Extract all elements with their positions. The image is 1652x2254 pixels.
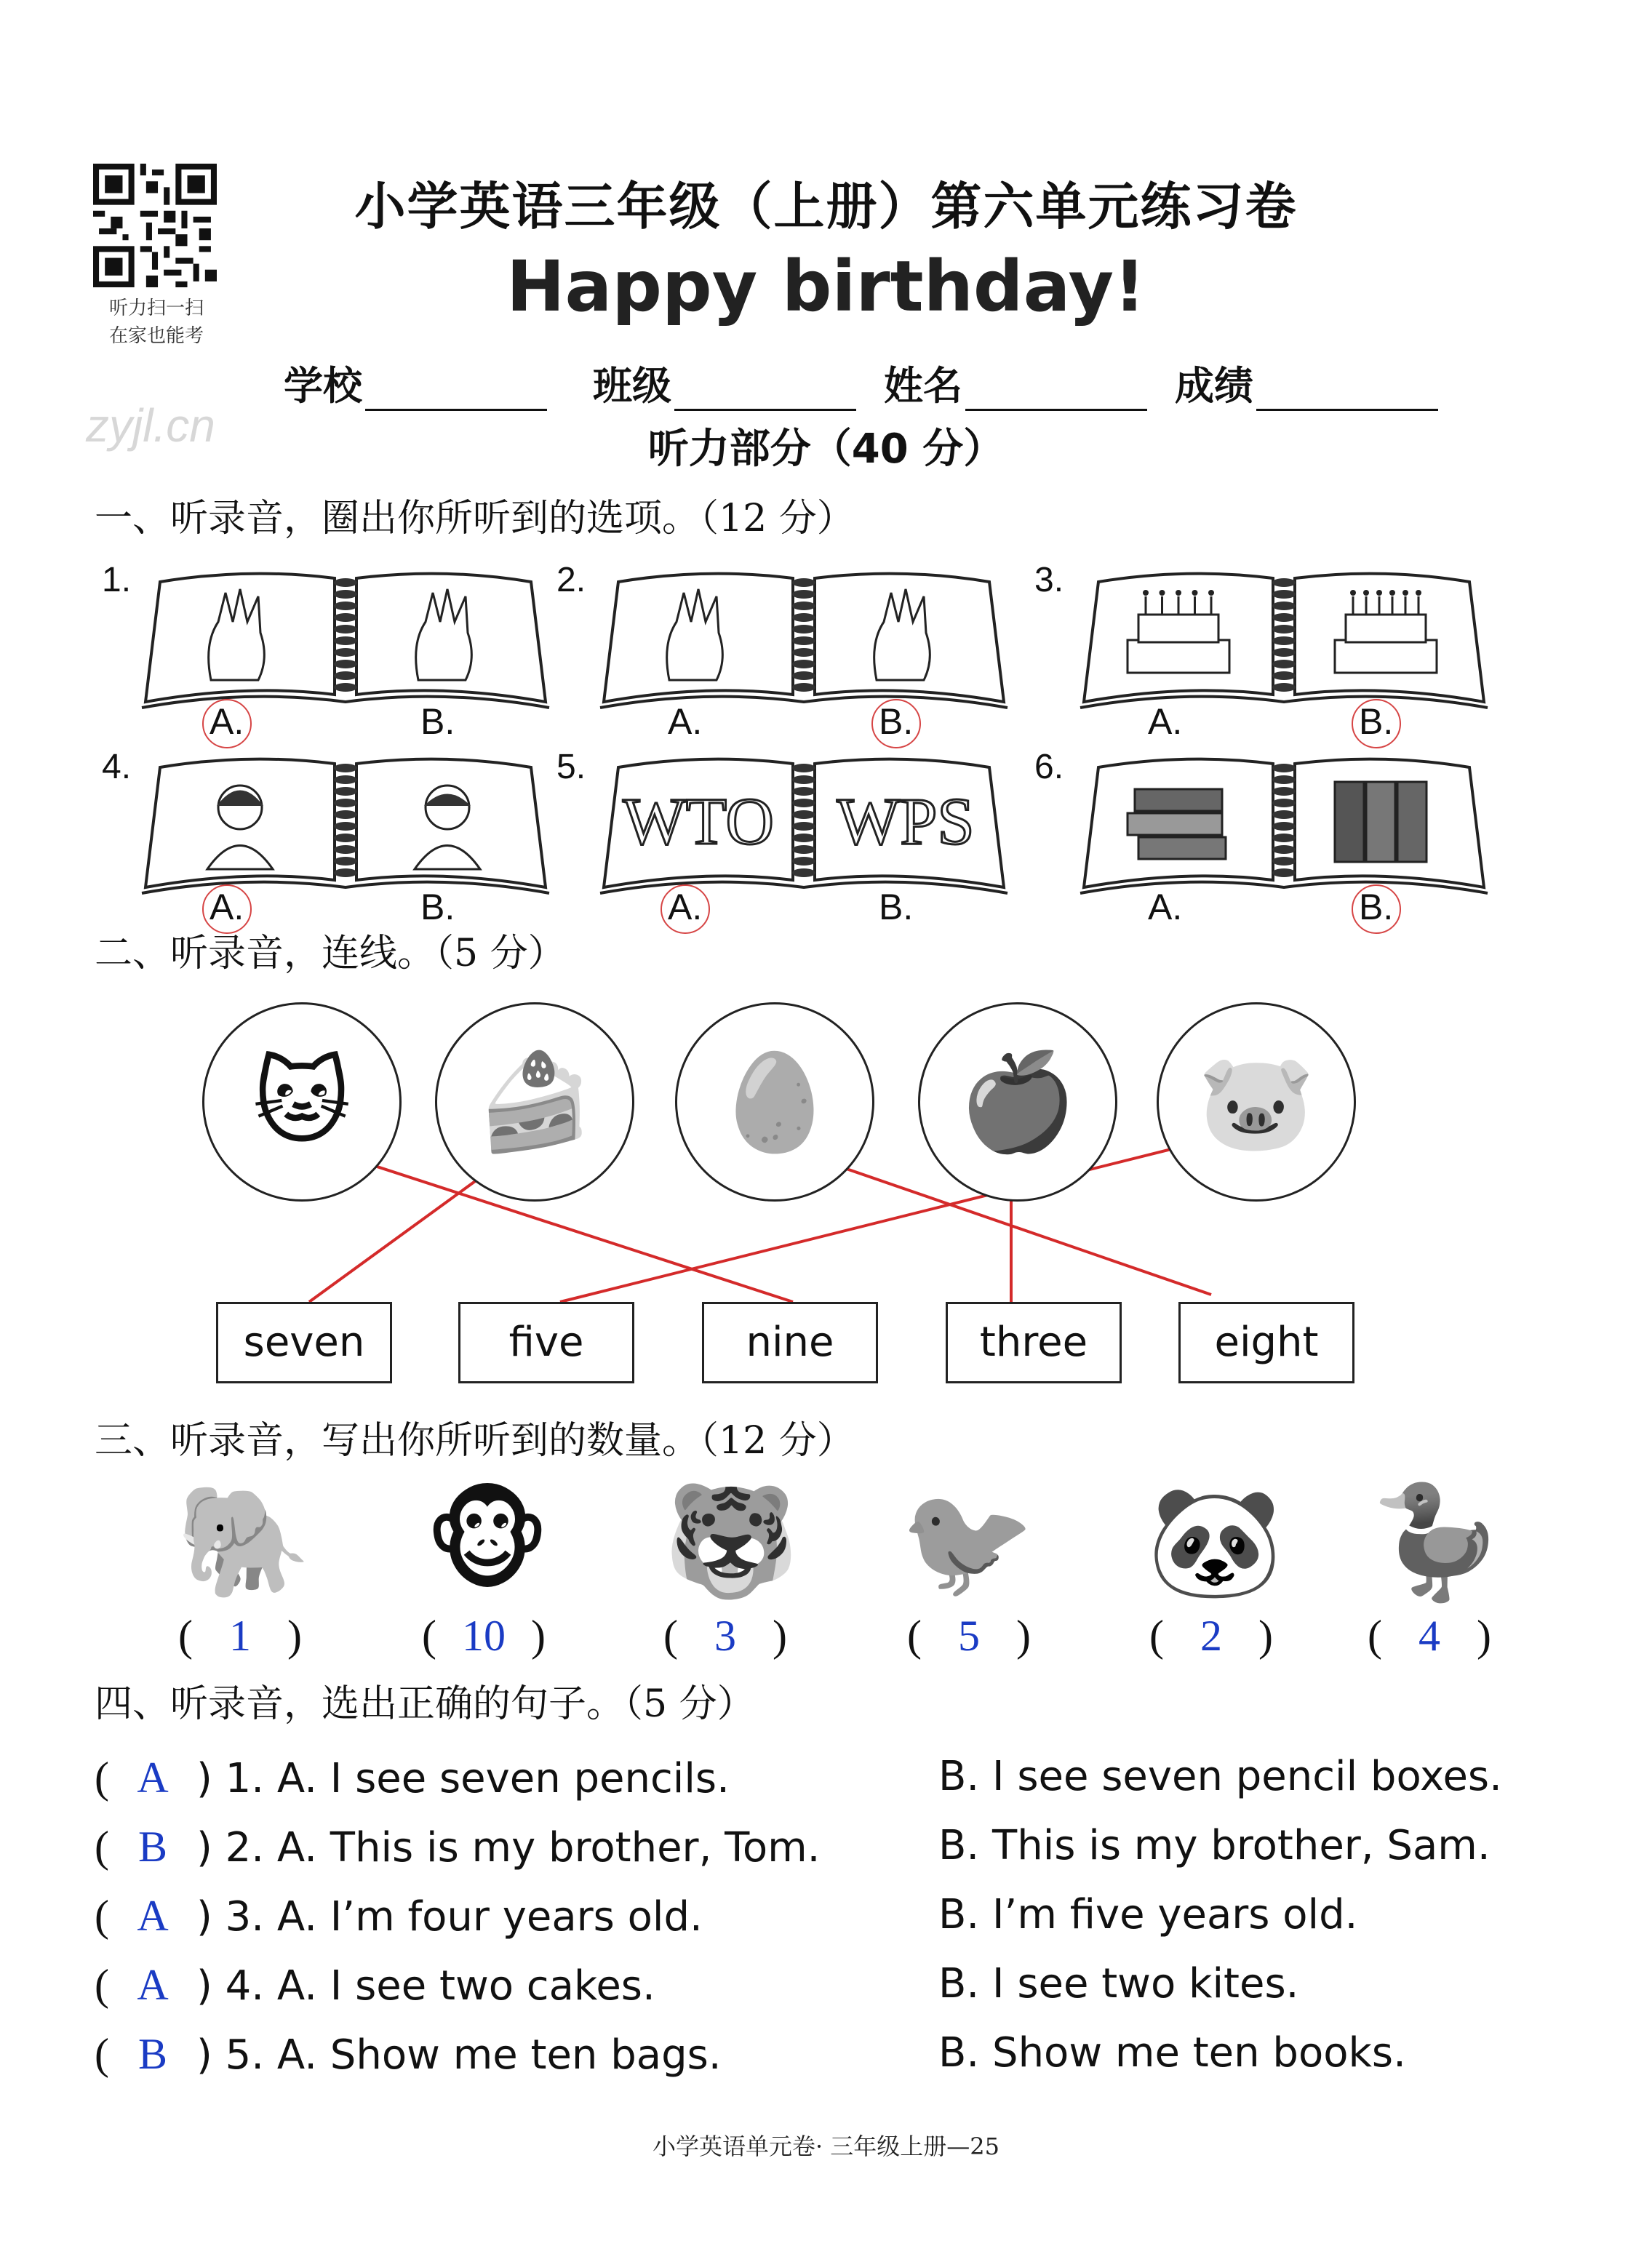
- count-answer: 5: [957, 1612, 980, 1660]
- option-b-sentence[interactable]: B. I see two kites.: [938, 1960, 1299, 2007]
- open-book-icon: [138, 564, 553, 709]
- word-box-seven[interactable]: seven: [216, 1302, 392, 1383]
- tiger-icon: 🐯: [663, 1479, 799, 1605]
- open-book-icon: [138, 749, 553, 895]
- option-a-sentence[interactable]: ) 1. A. I see seven pencils.: [196, 1755, 730, 1802]
- sentence-row: ( A ) 3. A. I’m four years old.: [95, 1892, 703, 1941]
- sentence-row: ( A ) 1. A. I see seven pencils.: [95, 1754, 730, 1802]
- unit-title: Happy birthday!: [506, 246, 1146, 327]
- sentence-row: ( B ) 5. A. Show me ten bags.: [95, 2030, 722, 2079]
- option-b[interactable]: B.: [1359, 887, 1394, 927]
- option-b[interactable]: B.: [879, 887, 914, 927]
- count-answer-field[interactable]: ( 5 ): [907, 1612, 1031, 1660]
- picture-cat[interactable]: [202, 1002, 402, 1202]
- panda-icon: 🐼: [1146, 1479, 1283, 1605]
- count-answer-field[interactable]: ( 2 ): [1149, 1612, 1273, 1660]
- option-a-sentence[interactable]: ) 4. A. I see two cakes.: [196, 1962, 655, 2010]
- section1-heading: 一、听录音，圈出你所听到的选项。（12 分）: [95, 497, 855, 540]
- section2-heading: 二、听录音，连线。（5 分）: [95, 932, 566, 975]
- count-answer: 1: [228, 1612, 251, 1660]
- question-number: 3.: [1034, 561, 1064, 599]
- question-number: 4.: [102, 748, 132, 786]
- field-score[interactable]: 成绩: [1175, 355, 1438, 411]
- picture-pig[interactable]: [1157, 1002, 1356, 1202]
- field-school[interactable]: 学校: [284, 355, 547, 411]
- count-answer-field[interactable]: ( 1 ): [178, 1612, 302, 1660]
- section4-heading: 四、听录音，选出正确的句子。（5 分）: [95, 1682, 755, 1726]
- sentence-answer[interactable]: A: [137, 1892, 169, 1940]
- option-b[interactable]: B.: [420, 701, 455, 742]
- egg-icon: 🥚: [716, 1046, 834, 1157]
- answer-circle: [661, 884, 710, 934]
- section3-heading: 三、听录音，写出你所听到的数量。（12 分）: [95, 1419, 855, 1463]
- qr-caption-line1: 听力扫一扫: [108, 297, 204, 319]
- picture-cake-slice[interactable]: [435, 1002, 634, 1202]
- option-b[interactable]: B.: [420, 887, 455, 927]
- bird-icon: 🐦: [899, 1479, 1036, 1605]
- sentence-row: ( A ) 4. A. I see two cakes.: [95, 1961, 655, 2010]
- open-book-icon: [1077, 564, 1491, 709]
- listening-subtitle: 听力部分（40 分）: [647, 425, 1005, 473]
- question-number: 5.: [556, 748, 586, 786]
- question-number: 2.: [556, 561, 586, 599]
- count-answer-field[interactable]: ( 4 ): [1368, 1612, 1491, 1660]
- word-box-three[interactable]: three: [946, 1302, 1122, 1383]
- option-b-sentence[interactable]: B. I see seven pencil boxes.: [938, 1753, 1502, 1800]
- svg-text:WPS: WPS: [837, 784, 975, 858]
- option-a[interactable]: A.: [1148, 887, 1183, 927]
- option-a[interactable]: A.: [668, 887, 703, 927]
- answer-circle: [1352, 699, 1401, 748]
- option-b[interactable]: B.: [879, 701, 914, 742]
- option-a[interactable]: A.: [210, 701, 244, 742]
- count-answer-field[interactable]: ( 10 ): [422, 1612, 546, 1660]
- open-book-icon: [596, 564, 1011, 709]
- apple-icon: 🍎: [959, 1046, 1077, 1157]
- option-b[interactable]: B.: [1359, 701, 1394, 742]
- page-footer: 小学英语单元卷· 三年级上册—25: [652, 2133, 1000, 2160]
- word-box-nine[interactable]: nine: [702, 1302, 878, 1383]
- sentence-answer[interactable]: A: [137, 1754, 169, 1802]
- pig-icon: 🐷: [1197, 1046, 1315, 1157]
- option-a[interactable]: A.: [1148, 701, 1183, 742]
- count-answer: 4: [1418, 1612, 1440, 1660]
- count-answer-field[interactable]: ( 3 ): [663, 1612, 787, 1660]
- option-a-sentence[interactable]: ) 3. A. I’m four years old.: [196, 1893, 703, 1941]
- option-b-sentence[interactable]: B. Show me ten books.: [938, 2029, 1406, 2077]
- open-book-icon: [596, 749, 1011, 895]
- page-title: 小学英语三年级（上册）第六单元练习卷: [354, 177, 1298, 236]
- picture-apple[interactable]: [918, 1002, 1117, 1202]
- option-a[interactable]: A.: [210, 887, 244, 927]
- option-a[interactable]: A.: [668, 701, 703, 742]
- qr-caption-line2: 在家也能考: [108, 325, 204, 347]
- option-a-sentence[interactable]: ) 5. A. Show me ten bags.: [196, 2031, 722, 2079]
- open-book-icon: [1077, 749, 1491, 895]
- sentence-answer[interactable]: B: [137, 2030, 167, 2078]
- answer-circle: [871, 699, 921, 748]
- sentence-answer[interactable]: B: [137, 1823, 167, 1871]
- cat-icon: 🐱: [252, 1047, 351, 1157]
- duck-icon: 🦆: [1368, 1479, 1505, 1605]
- question-number: 1.: [102, 561, 132, 599]
- monkey-icon: 🐵: [424, 1479, 551, 1605]
- option-b-sentence[interactable]: B. This is my brother, Sam.: [938, 1822, 1491, 1869]
- elephant-icon: 🐘: [175, 1479, 312, 1605]
- watermark: zyjl.cn: [86, 399, 215, 452]
- option-b-sentence[interactable]: B. I’m five years old.: [938, 1891, 1358, 1938]
- svg-text:WTO: WTO: [623, 784, 774, 858]
- answer-circle: [202, 699, 252, 748]
- field-class[interactable]: 班级: [593, 355, 856, 411]
- option-a-sentence[interactable]: ) 2. A. This is my brother, Tom.: [196, 1824, 821, 1871]
- picture-egg[interactable]: [675, 1002, 874, 1202]
- field-name[interactable]: 姓名: [884, 355, 1147, 411]
- word-box-five[interactable]: five: [458, 1302, 634, 1383]
- answer-circle: [1352, 884, 1401, 934]
- count-answer: 2: [1200, 1612, 1222, 1660]
- cake-slice-icon: 🍰: [476, 1046, 594, 1157]
- count-answer: 10: [461, 1612, 506, 1660]
- word-box-eight[interactable]: eight: [1178, 1302, 1354, 1383]
- question-number: 6.: [1034, 748, 1064, 786]
- count-answer: 3: [714, 1612, 736, 1660]
- sentence-row: ( B ) 2. A. This is my brother, Tom.: [95, 1823, 821, 1871]
- sentence-answer[interactable]: A: [137, 1961, 169, 2009]
